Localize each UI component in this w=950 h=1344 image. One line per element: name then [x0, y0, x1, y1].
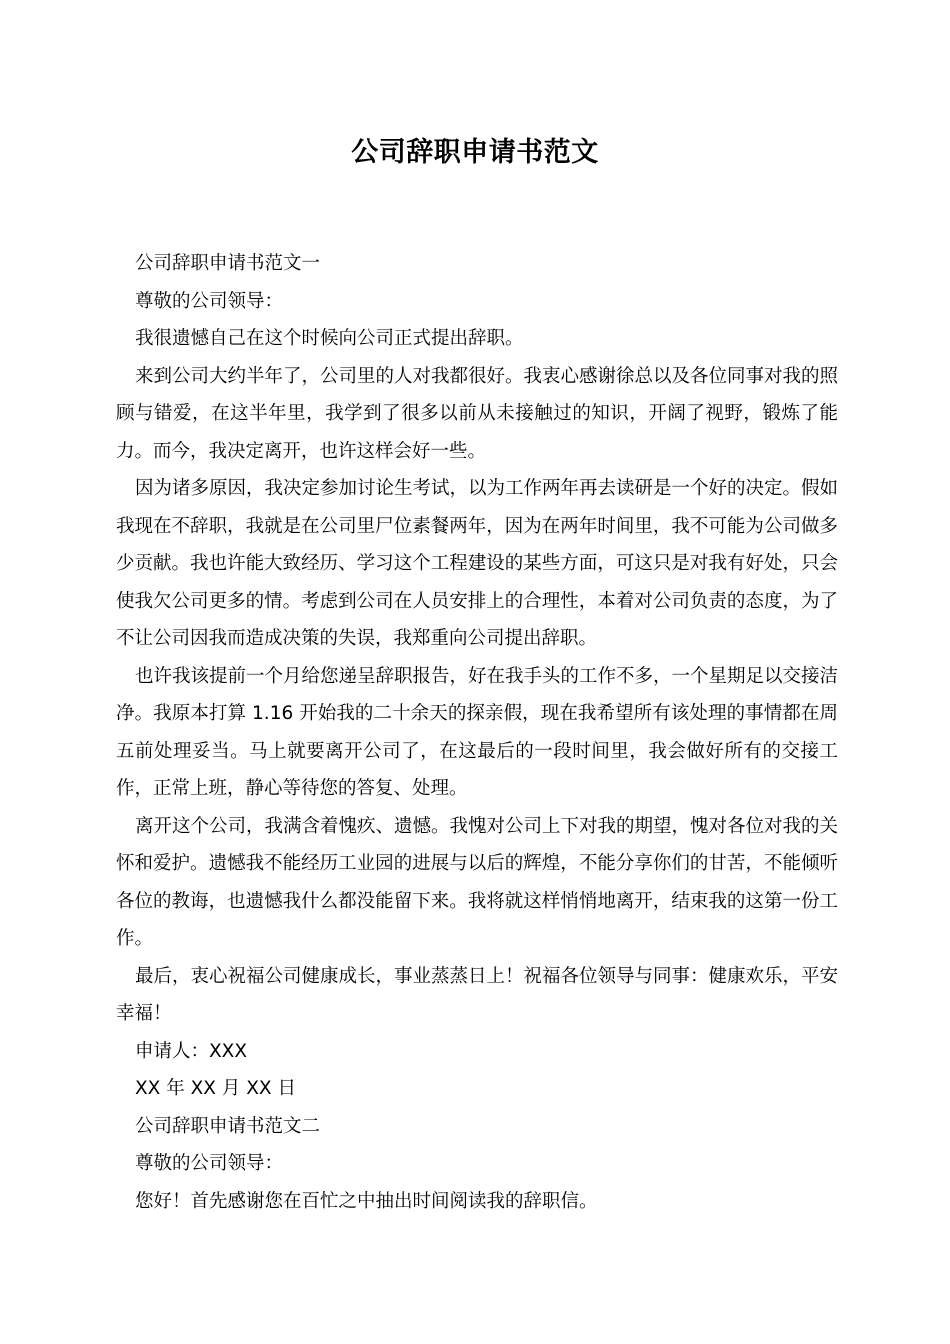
document-body: [116, 245, 838, 1220]
paragraph: 您好！首先感谢您在百忙之中抽出时间阅读我的辞职信。: [135, 1190, 598, 1212]
paragraph: 来到公司大约半年了，公司里的人对我都很好。我衷心感谢徐总以及各位同事对我的照顾与错爱，在这半年里，我学到了很多以前从未接触过的知识，开阔了视野，锻炼了能力。而今，我决定离开，也许这样会好一些。: [116, 365, 839, 462]
paragraph: 离开这个公司，我满含着愧疚、遗憾。我愧对公司上下对我的期望，愧对各位对我的关怀和爱护。遗憾我不能经历工业园的进展与以后的辉煌，不能分享你们的甘苦，不能倾听各位的教诲，也遗憾我什么都没能留下来。我将就这样悄悄地离开，结束我的这第一份工作。: [116, 815, 839, 949]
document-title: 公司辞职申请书范文: [351, 137, 599, 168]
paragraph: 最后，衷心祝福公司健康成长，事业蒸蒸日上！祝福各位领导与同事：健康欢乐，平安幸福！: [116, 965, 839, 1024]
section-heading-1: 公司辞职申请书范文一: [135, 253, 321, 274]
paragraph: 也许我该提前一个月给您递呈辞职报告，好在我手头的工作不多，一个星期足以交接洁净。我原本打算 1.16 开始我的二十余天的探亲假，现在我希望所有该处理的事情都在周五前处理妥当。马上就要离开公司了，在这最后的一段时间里，我会做好所有的交接工作，正常上班，静心等待您的答复、处理。: [116, 665, 839, 799]
salutation-2: 尊敬的公司领导：: [135, 1153, 284, 1174]
applicant-line: 申请人：XXX: [135, 1040, 248, 1062]
salutation-1: 尊敬的公司领导：: [135, 290, 284, 312]
paragraph: 我很遗憾自己在这个时候向公司正式提出辞职。: [135, 328, 524, 349]
paragraph: 因为诸多原因，我决定参加讨论生考试，以为工作两年再去读研是一个好的决定。假如我现在不辞职，我就是在公司里尸位素餐两年，因为在两年时间里，我不可能为公司做多少贡献。我也许能大致经历、学习这个工程建设的某些方面，可这只是对我有好处，只会使我欠公司更多的情。考虑到公司在人员安排上的合理性，本着对公司负责的态度，为了不让公司因我而造成决策的失误，我郑重向公司提出辞职。: [116, 478, 839, 649]
date-line: XX 年 XX 月 XX 日: [135, 1078, 296, 1099]
section-heading-2: 公司辞职申请书范文二: [135, 1115, 321, 1137]
